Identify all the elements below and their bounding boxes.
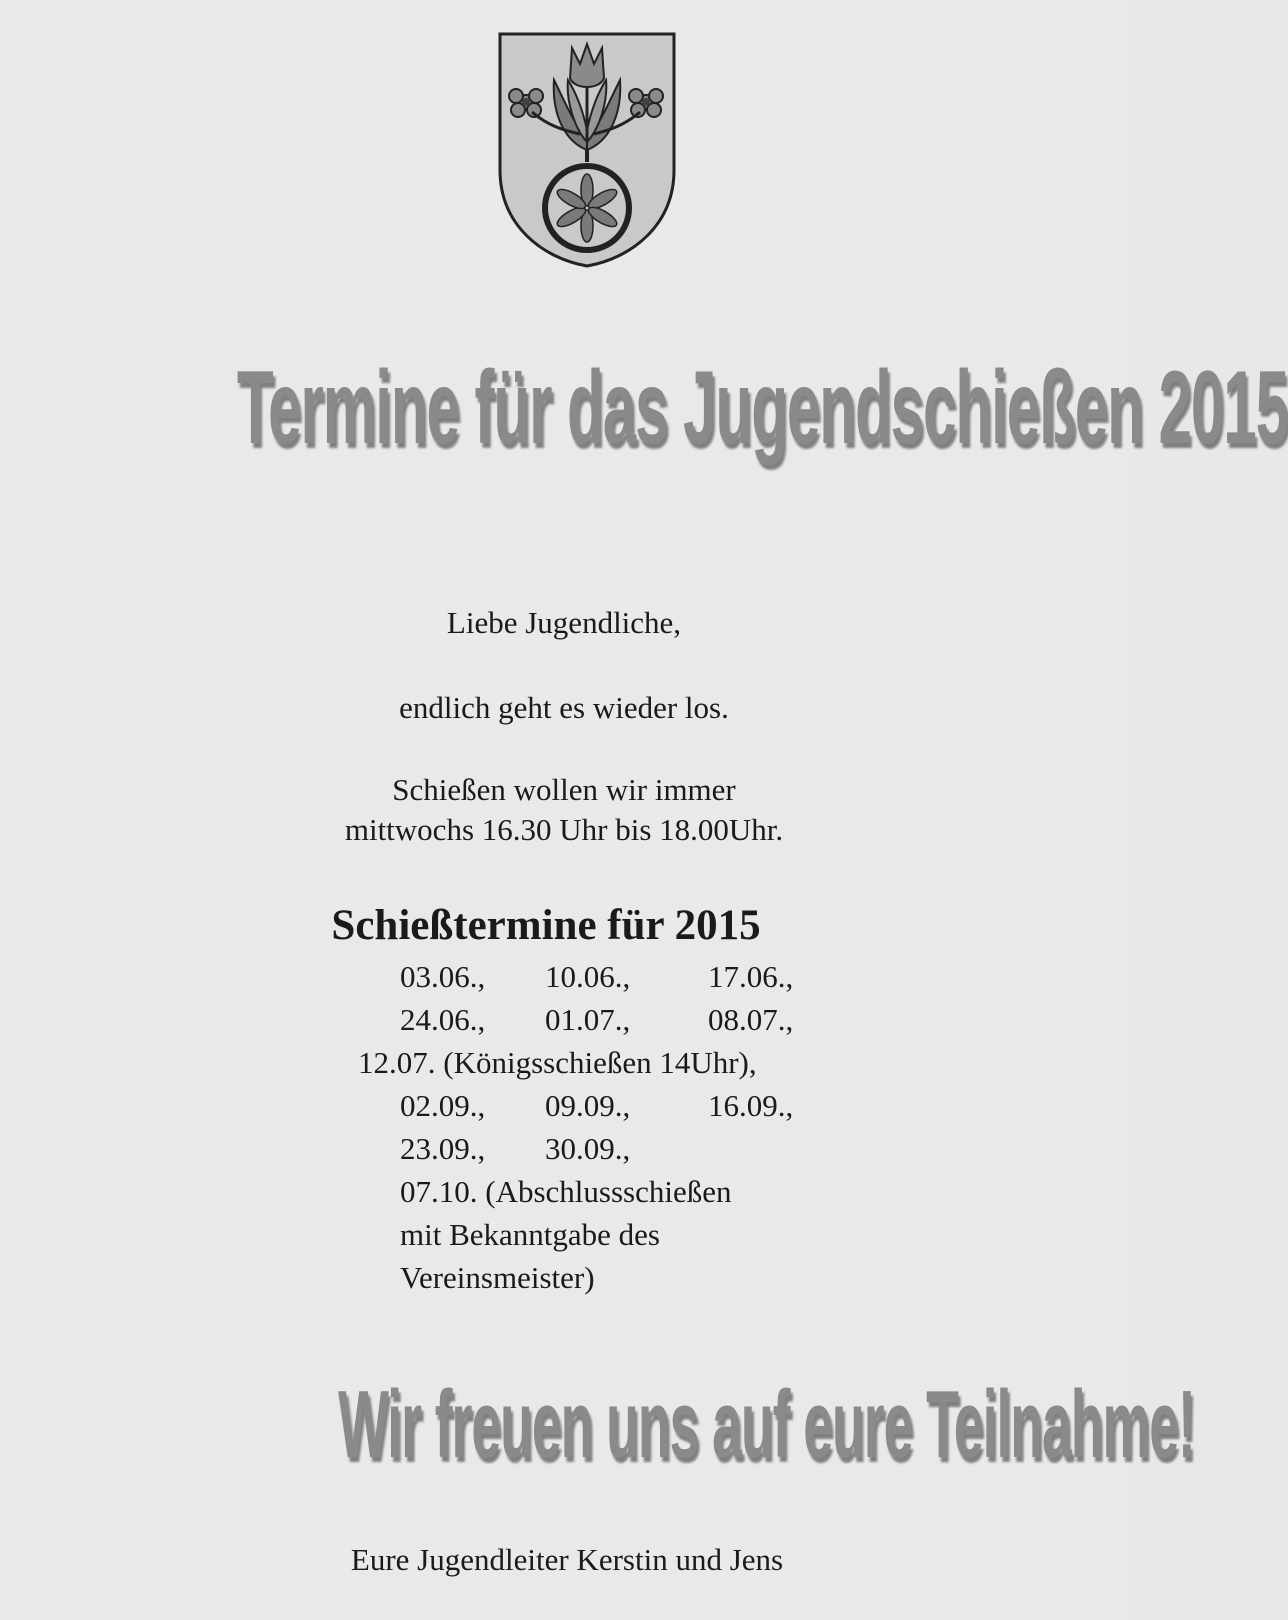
schedule-text-line-1: Schießen wollen wir immer	[392, 772, 736, 807]
schedule-text-line-2: mittwochs 16.30 Uhr bis 18.00Uhr.	[344, 812, 784, 847]
dates-row	[358, 1041, 878, 1084]
signature-text: Eure Jugendleiter Kerstin und Jens	[350, 1542, 784, 1577]
date-entry: 23.09.,	[400, 1131, 486, 1166]
date-entry-note: Vereinsmeister)	[400, 1260, 595, 1295]
coat-of-arms-icon	[492, 30, 682, 270]
dates-row	[358, 998, 878, 1041]
date-entry-special: 12.07. (Königsschießen 14Uhr),	[358, 1045, 757, 1080]
intro-text: endlich geht es wieder los.	[399, 690, 729, 725]
date-entry-special: 07.10. (Abschlussschießen	[400, 1174, 732, 1209]
dates-row	[358, 955, 878, 998]
dates-heading: Schießtermine für 2015	[331, 902, 761, 949]
dates-row	[358, 1170, 878, 1213]
date-entry: 10.06.,	[545, 959, 631, 994]
closing-headline: Wir freuen uns auf eure Teilnahme!	[338, 1371, 1195, 1478]
date-entry: 08.07.,	[708, 1002, 794, 1037]
date-entry: 01.07.,	[545, 1002, 631, 1037]
dates-row	[358, 1256, 878, 1299]
date-entry: 17.06.,	[708, 959, 794, 994]
date-entry: 16.09.,	[708, 1088, 794, 1123]
date-entry: 03.06.,	[400, 959, 486, 994]
dates-list	[358, 955, 878, 1299]
dates-row	[358, 1084, 878, 1127]
date-entry: 30.09.,	[545, 1131, 631, 1166]
page-title: Termine für das Jugendschießen 2015	[236, 350, 1288, 466]
date-entry: 09.09.,	[545, 1088, 631, 1123]
dates-row	[358, 1127, 878, 1170]
date-entry: 02.09.,	[400, 1088, 486, 1123]
greeting-text: Liebe Jugendliche,	[446, 605, 682, 640]
date-entry: 24.06.,	[400, 1002, 486, 1037]
dates-row	[358, 1213, 878, 1256]
date-entry-note: mit Bekanntgabe des	[400, 1217, 660, 1252]
